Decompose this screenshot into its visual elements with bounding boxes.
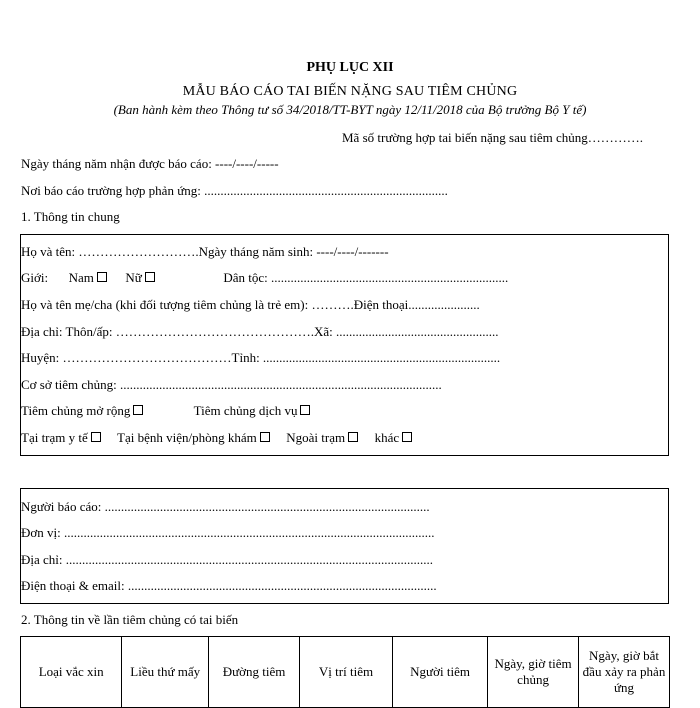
service-program-checkbox[interactable] bbox=[300, 405, 310, 415]
form-subtitle: (Ban hành kèm theo Thông tư số 34/2018/TT-BYT ngày 12/11/2018 của Bộ trưởng Bộ Y tế) bbox=[113, 102, 587, 117]
gender-label: Giới: bbox=[21, 270, 49, 285]
at-hospital-checkbox[interactable] bbox=[260, 432, 270, 442]
outside-label: Ngoài trạm bbox=[286, 430, 346, 445]
section1-heading: 1. Thông tin chung bbox=[21, 209, 120, 224]
expanded-program-label: Tiêm chủng mở rộng bbox=[21, 403, 131, 418]
program-row bbox=[21, 403, 310, 419]
reporter-name-field[interactable]: Người báo cáo: .................................................................................................... bbox=[21, 499, 430, 514]
col-vaccinator: Người tiêm bbox=[393, 637, 488, 708]
col-dose-number: Liều thứ mấy bbox=[122, 637, 209, 708]
location-row bbox=[21, 430, 412, 446]
case-code-field[interactable]: Mã số trường hợp tai biến nặng sau tiêm chủng…………. bbox=[342, 130, 643, 145]
at-station-checkbox[interactable] bbox=[91, 432, 101, 442]
ethnicity-field[interactable]: Dân tộc: ......................................................................... bbox=[223, 270, 509, 285]
table-header-row bbox=[21, 637, 670, 708]
expanded-program-checkbox[interactable] bbox=[133, 405, 143, 415]
other-checkbox[interactable] bbox=[402, 432, 412, 442]
reporter-unit-field[interactable]: Đơn vị: .................................................................................................................. bbox=[21, 525, 435, 540]
col-vaccine-type: Loại vắc xin bbox=[21, 637, 122, 708]
at-hospital-label: Tại bệnh viện/phòng khám bbox=[117, 430, 257, 445]
appendix-title: PHỤ LỤC XII bbox=[306, 60, 394, 75]
service-program-label: Tiêm chủng dịch vụ bbox=[193, 403, 298, 418]
col-reaction-onset: Ngày, giờ bắt đầu xảy ra phản ứng bbox=[579, 637, 670, 708]
form-title: MẪU BÁO CÁO TAI BIẾN NẶNG SAU TIÊM CHỦNG bbox=[182, 84, 518, 99]
other-label: khác bbox=[374, 430, 400, 445]
section2-heading: 2. Thông tin về lần tiêm chủng có tai biến bbox=[21, 612, 239, 627]
reporter-box bbox=[20, 488, 669, 604]
reporter-address-field[interactable]: Địa chỉ: ................................................................................................................. bbox=[21, 552, 434, 567]
col-vaccination-datetime: Ngày, giờ tiêm chủng bbox=[488, 637, 579, 708]
at-station-label: Tại trạm y tế bbox=[21, 430, 88, 445]
col-site: Vị trí tiêm bbox=[300, 637, 393, 708]
gender-female-label: Nữ bbox=[125, 270, 142, 285]
gender-male-checkbox[interactable] bbox=[97, 272, 107, 282]
report-date-field[interactable]: Ngày tháng năm nhận được báo cáo: ----/----/----- bbox=[21, 156, 279, 171]
parent-phone-field[interactable]: Họ và tên mẹ/cha (khi đối tượng tiêm chủng là trẻ em): ……….Điện thoại...................... bbox=[21, 297, 480, 312]
gender-male-label: Nam bbox=[68, 270, 94, 285]
vaccination-table bbox=[20, 636, 670, 708]
gender-female-checkbox[interactable] bbox=[145, 272, 155, 282]
name-dob-field[interactable]: Họ và tên: ……………………….Ngày tháng năm sinh: ----/----/------- bbox=[21, 244, 389, 259]
facility-field[interactable]: Cơ sở tiêm chủng: ................................................................................................... bbox=[21, 377, 442, 392]
outside-checkbox[interactable] bbox=[348, 432, 358, 442]
reporter-contact-field[interactable]: Điện thoại & email: ............................................................................................... bbox=[21, 578, 437, 593]
address-field[interactable]: Địa chỉ: Thôn/ấp: ……………………………………….Xã: .................................................. bbox=[21, 324, 499, 339]
general-info-box bbox=[20, 234, 669, 456]
district-province-field[interactable]: Huyện: …………………………………Tỉnh: ......................................................................... bbox=[21, 350, 501, 365]
report-place-field[interactable]: Nơi báo cáo trường hợp phản ứng: ........................................................................... bbox=[21, 183, 448, 198]
gender-ethnicity-row bbox=[21, 270, 508, 286]
col-route: Đường tiêm bbox=[209, 637, 300, 708]
